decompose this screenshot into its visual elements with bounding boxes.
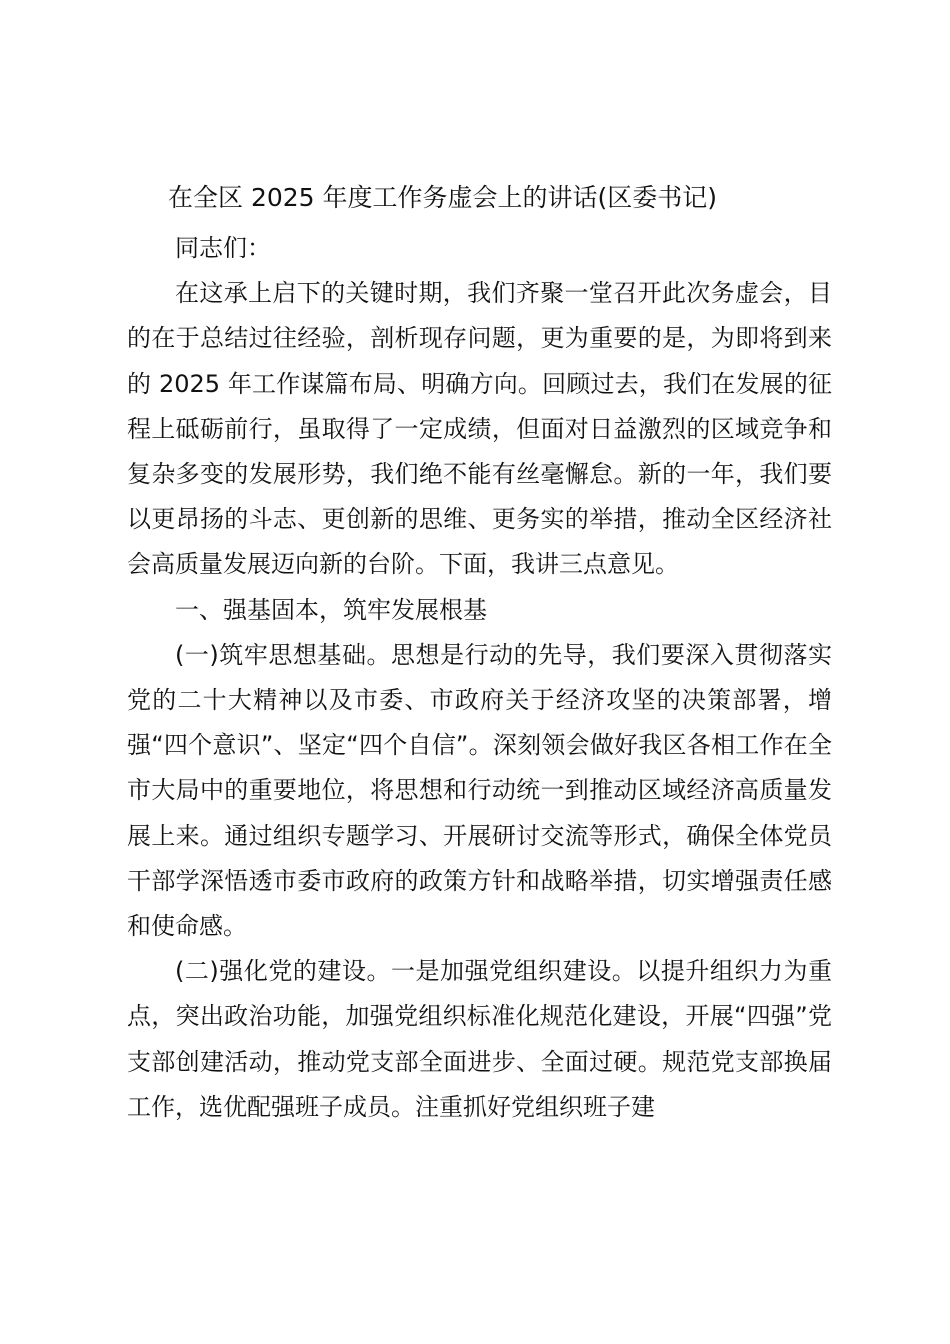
section-heading-1: 一、强基固本，筑牢发展根基 — [175, 595, 487, 624]
paragraph-1-2: (二)强化党的建设。一是加强党组织建设。以提升组织力为重点，突出政治功能，加强党组织标准化规范化建设，开展“四强”党支部创建活动，推动党支部全面进步、全面过硬。规范党支部换届工作，选优配强班子成员。注重抓好党组织班子建 — [127, 957, 832, 1121]
document-body — [127, 226, 832, 1130]
paragraph-1-1: (一)筑牢思想基础。思想是行动的先导，我们要深入贯彻落实党的二十大精神以及市委、市政府关于经济攻坚的决策部署，增强“四个意识”、坚定“四个自信”。深刻领会做好我区各相工作在全市大局中的重要地位，将思想和行动统一到推动区域经济高质量发展上来。通过组织专题学习、开展研讨交流等形式，确保全体党员干部学深悟透市委市政府的政策方针和战略举措，切实增强责任感和使命感。 — [127, 640, 832, 941]
document-title: 在全区 2025 年度工作务虚会上的讲话(区委书记) — [168, 183, 718, 212]
salutation: 同志们： — [175, 234, 271, 262]
paragraph-intro: 在这承上启下的关键时期，我们齐聚一堂召开此次务虚会，目的在于总结过往经验，剖析现存问题，更为重要的是，为即将到来的 2025 年工作谋篇布局、明确方向。回顾过去，我们在发展的征程上砥砺前行，虽取得了一定成绩，但面对日益激烈的区域竞争和复杂多变的发展形势，我们绝不能有丝毫懈怠。新的一年，我们要以更昂扬的斗志、更创新的思维、更务实的举措，推动全区经济社会高质量发展迈向新的台阶。下面，我讲三点意见。 — [127, 279, 832, 579]
